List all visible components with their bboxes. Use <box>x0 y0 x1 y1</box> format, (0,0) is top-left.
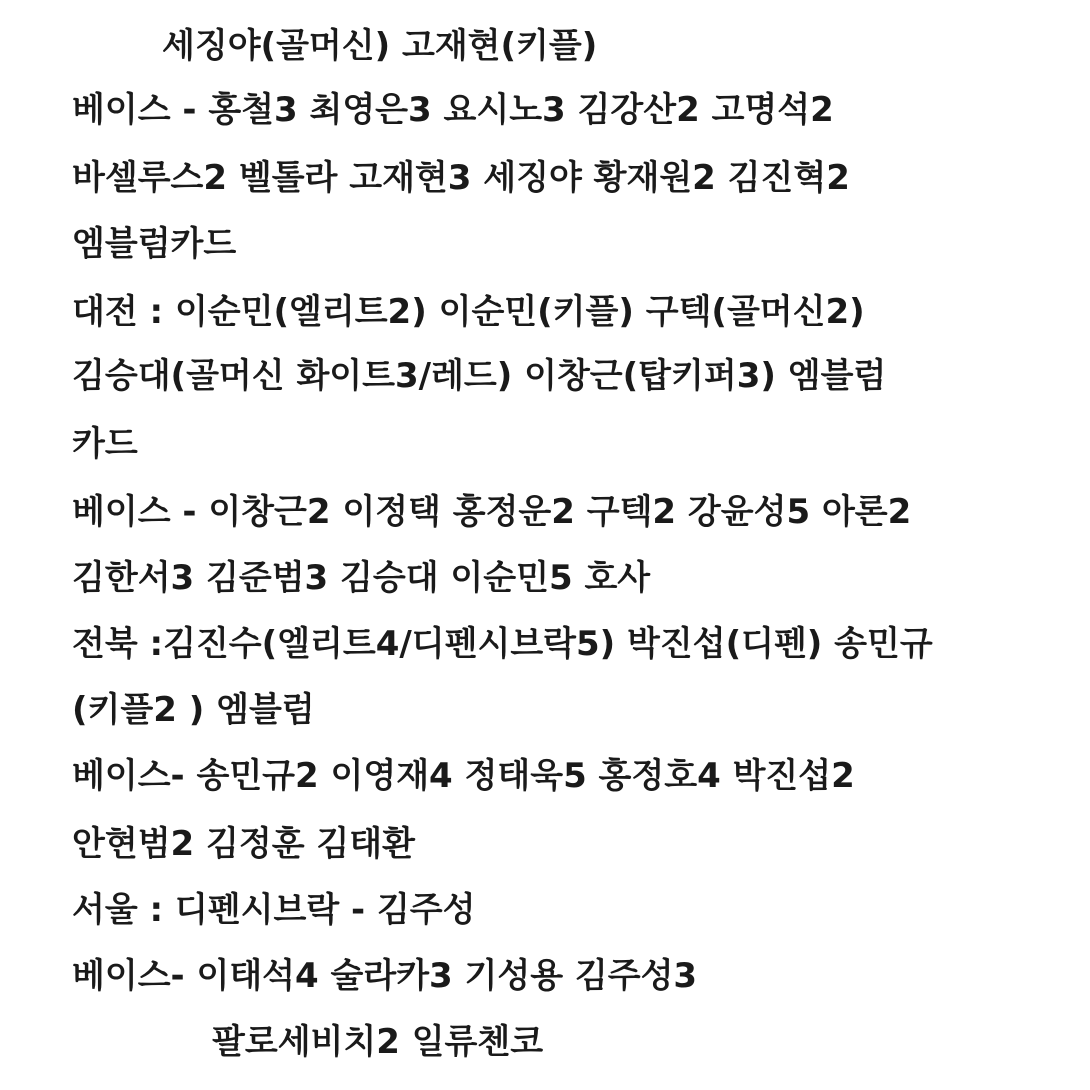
text-line-16: 팔로세비치2 일류첸코 <box>212 1022 544 1062</box>
text-line-2: 베이스 - 홍철3 최영은3 요시노3 김강산2 고명석2 <box>72 90 834 130</box>
text-line-5: 대전 : 이순민(엘리트2) 이순민(키플) 구텍(골머신2) <box>72 292 865 332</box>
text-line-4: 엠블럼카드 <box>72 224 237 264</box>
text-line-13: 안현범2 김정훈 김태환 <box>72 824 415 864</box>
text-line-8: 베이스 - 이창근2 이정택 홍정운2 구텍2 강윤성5 아론2 <box>72 492 912 532</box>
text-line-12: 베이스- 송민규2 이영재4 정태욱5 홍정호4 박진섭2 <box>72 756 855 796</box>
text-line-11: (키플2 ) 엠블럼 <box>72 690 315 730</box>
text-line-7: 카드 <box>72 424 138 464</box>
text-line-3: 바셀루스2 벨톨라 고재현3 세징야 황재원2 김진혁2 <box>72 158 850 198</box>
text-line-15: 베이스- 이태석4 술라카3 기성용 김주성3 <box>72 956 698 996</box>
text-line-1: 세징야(골머신) 고재현(키플) <box>162 26 598 66</box>
text-line-14: 서울 : 디펜시브락 - 김주성 <box>72 890 476 930</box>
text-line-10: 전북 :김진수(엘리트4/디펜시브락5) 박진섭(디펜) 송민규 <box>72 624 933 664</box>
text-line-9: 김한서3 김준범3 김승대 이순민5 호사 <box>72 558 651 598</box>
text-line-6: 김승대(골머신 화이트3/레드) 이창근(탑키퍼3) 엠블럼 <box>72 356 887 396</box>
